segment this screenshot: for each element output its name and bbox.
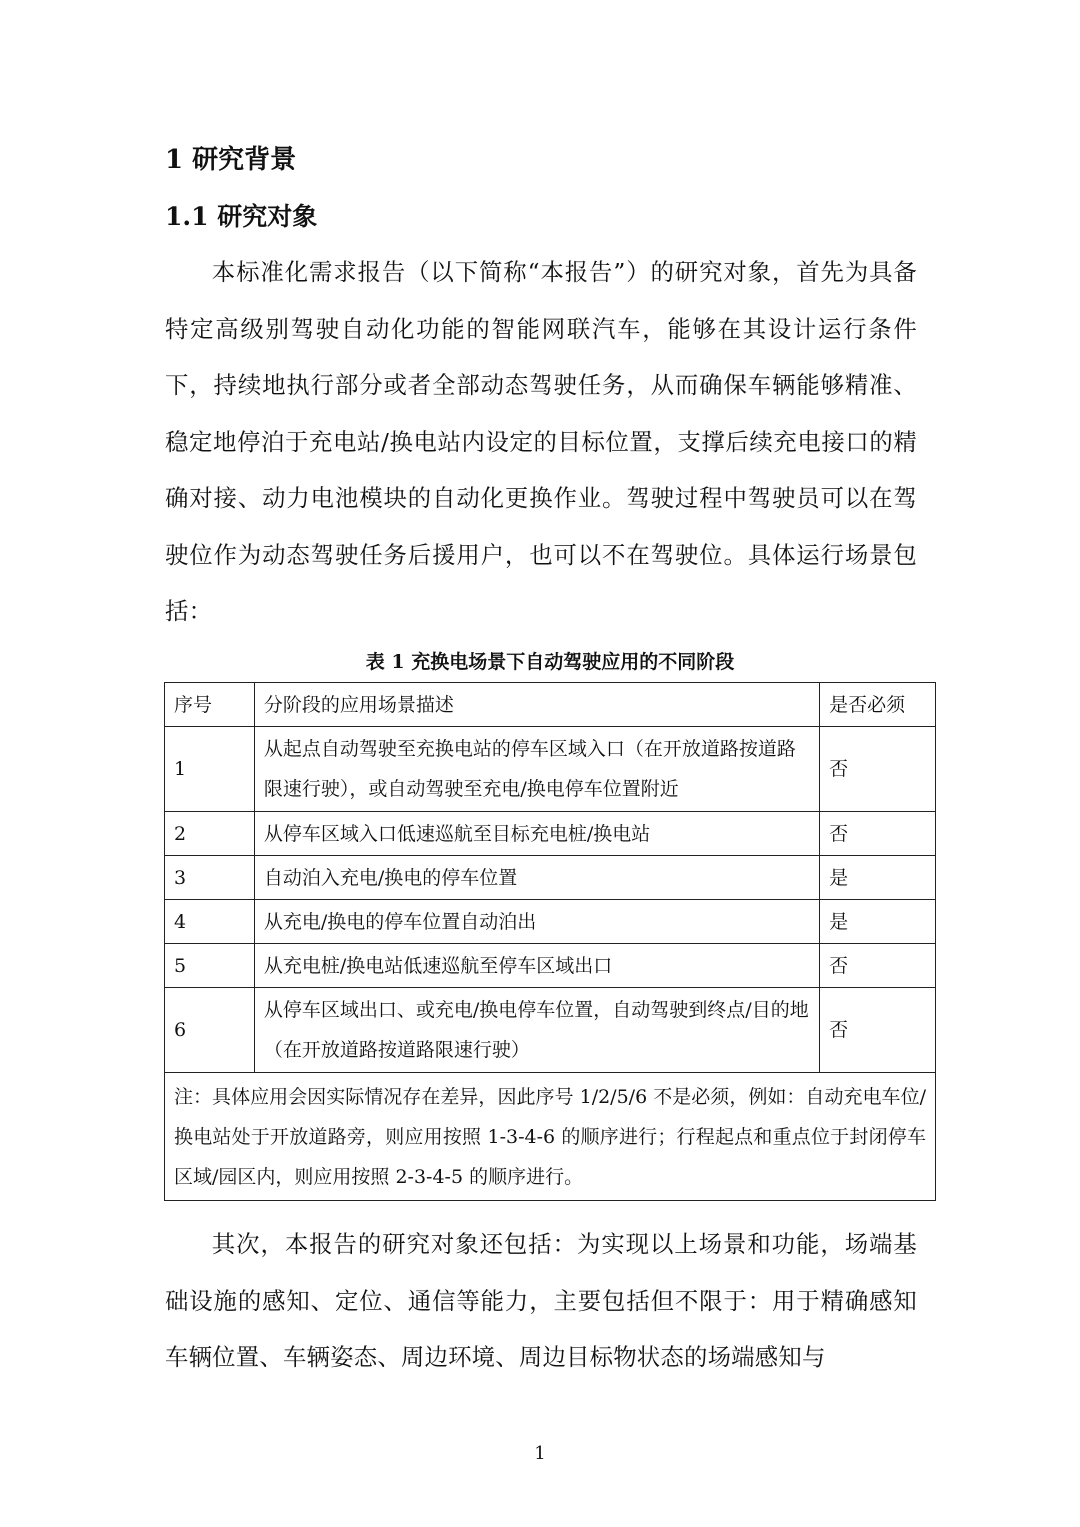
cell-required: 否 bbox=[820, 812, 936, 856]
body-paragraph-1: 本标准化需求报告（以下简称“本报告”）的研究对象，首先为具备特定高级别驾驶自动化功能的智能网联汽车，能够在其设计运行条件下，持续地执行部分或者全部动态驾驶任务，从而确保车辆能够精准、稳定地停泊于充电站/换电站内设定的目标位置，支撑后续充电接口的精确对接、动力电池模块的自动化更换作业。驾驶过程中驾驶员可以在驾驶位作为动态驾驶任务后援用户，也可以不在驾驶位。具体运行场景包括： bbox=[165, 258, 917, 625]
cell-required: 否 bbox=[820, 988, 936, 1073]
cell-desc: 从充电桩/换电站低速巡航至停车区域出口 bbox=[254, 944, 819, 988]
table-caption: 表 1 充换电场景下自动驾驶应用的不同阶段 bbox=[365, 651, 735, 673]
table-row bbox=[165, 812, 936, 856]
section-heading: 1 研究背景 bbox=[165, 145, 297, 175]
cell-desc: 从停车区域出口、或充电/换电停车位置，自动驾驶到终点/目的地（在开放道路按道路限速行驶） bbox=[254, 988, 819, 1073]
cell-desc: 从起点自动驾驶至充换电站的停车区域入口（在开放道路按道路限速行驶），或自动驾驶至充电/换电停车位置附近 bbox=[254, 727, 819, 812]
cell-required: 是 bbox=[820, 856, 936, 900]
table-row bbox=[165, 856, 936, 900]
cell-required: 是 bbox=[820, 900, 936, 944]
table-header-row bbox=[165, 683, 936, 727]
header-cell-no: 序号 bbox=[165, 683, 255, 727]
cell-no: 2 bbox=[165, 812, 255, 856]
table-row bbox=[165, 727, 936, 812]
cell-desc: 从停车区域入口低速巡航至目标充电桩/换电站 bbox=[254, 812, 819, 856]
cell-desc: 从充电/换电的停车位置自动泊出 bbox=[254, 900, 819, 944]
header-cell-desc: 分阶段的应用场景描述 bbox=[254, 683, 819, 727]
subsection-heading: 1.1 研究对象 bbox=[165, 202, 318, 231]
table-note-row bbox=[165, 1073, 936, 1201]
table-row bbox=[165, 900, 936, 944]
cell-required: 否 bbox=[820, 727, 936, 812]
cell-no: 5 bbox=[165, 944, 255, 988]
table-note: 注：具体应用会因实际情况存在差异，因此序号 1/2/5/6 不是必须，例如：自动充电车位/换电站处于开放道路旁，则应用按照 1-3-4-6 的顺序进行；行程起点和重点位于封闭停车区域/园区内，则应用按照 2-3-4-5 的顺序进行。 bbox=[165, 1073, 936, 1201]
cell-no: 4 bbox=[165, 900, 255, 944]
cell-no: 6 bbox=[165, 988, 255, 1073]
stage-table bbox=[164, 682, 936, 1201]
body-paragraph-2: 其次，本报告的研究对象还包括：为实现以上场景和功能，场端基础设施的感知、定位、通信等能力，主要包括但不限于：用于精确感知车辆位置、车辆姿态、周边环境、周边目标物状态的场端感知与 bbox=[165, 1230, 917, 1371]
table-row bbox=[165, 988, 936, 1073]
header-cell-required: 是否必须 bbox=[820, 683, 936, 727]
cell-no: 3 bbox=[165, 856, 255, 900]
table-row bbox=[165, 944, 936, 988]
cell-required: 否 bbox=[820, 944, 936, 988]
cell-no: 1 bbox=[165, 727, 255, 812]
page-number: 1 bbox=[534, 1443, 546, 1464]
cell-desc: 自动泊入充电/换电的停车位置 bbox=[254, 856, 819, 900]
